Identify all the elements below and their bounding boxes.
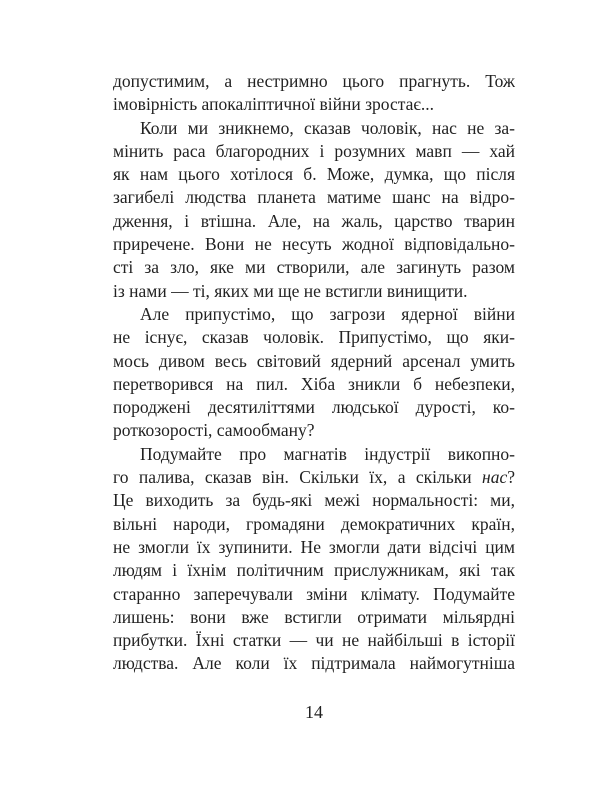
text-line: роткозорості, самообману?: [113, 420, 315, 441]
text-line: із нами — ті, яких ми ще не встигли винищити.: [113, 280, 468, 301]
text-line: мось дивом весь світовий ядерний арсенал умить: [113, 350, 515, 371]
text-line: допустимим, а нестримно цього прагнуть. Тож: [113, 71, 515, 91]
text-line: як нам цього хотілося б. Може, думка, що після: [113, 164, 515, 185]
text-line: не існує, сказав чоловік. Припустімо, що яки-: [113, 327, 515, 348]
text-line: лишень: вони вже встигли отримати мільярдні: [113, 606, 515, 627]
text-line: породжені десятиліттями людської дурості, ко-: [113, 397, 515, 418]
text-line: старанно заперечували зміни клімату. Подумайте: [113, 583, 515, 604]
paragraph: [113, 303, 515, 443]
text-line: приречене. Вони не несуть жодної відповідально-: [113, 234, 515, 255]
emphasized-word: нас: [482, 467, 508, 488]
text-line: Коли ми зникнемо, сказав чоловік, нас не за-: [140, 117, 515, 138]
text-line: людства. Але коли їх підтримала наймогутніша: [113, 653, 515, 674]
page-text: [113, 70, 515, 676]
text-line: загибелі людства планета матиме шанс на відро-: [113, 187, 515, 208]
paragraph: [113, 117, 515, 303]
text-line: прибутки. Їхні статки — чи не найбільші в історії: [113, 630, 515, 651]
text-line: Це виходить за будь-які межі нормальності: ми,: [113, 490, 515, 511]
page-number: 14: [305, 702, 323, 722]
text-line: вільні народи, громадяни демократичних країн,: [113, 513, 515, 534]
text-line: мінить раса благородних і розумних мавп — хай: [113, 140, 515, 161]
paragraph: [113, 443, 515, 676]
text-line: сті за зло, яке ми створили, але загинуть разом: [113, 257, 515, 278]
text-line: імовірність апокаліптичної війни зростає...: [113, 94, 434, 115]
text-line: людям і їхнім політичним прислужникам, які так: [113, 560, 515, 581]
text-line: перетворився на пил. Хіба зникли б небезпеки,: [113, 373, 515, 394]
text-line: дження, і втішна. Але, на жаль, царство тварин: [113, 210, 515, 231]
text-segment: ?: [507, 467, 515, 488]
text-line: Але припустімо, що загрози ядерної війни: [140, 303, 515, 324]
text-line: Подумайте про магнатів індустрії викопно-: [140, 443, 515, 464]
text-segment: го палива, сказав він. Скільки їх, а скільки: [113, 467, 483, 488]
text-line: [113, 466, 515, 489]
paragraph: [113, 70, 515, 117]
text-line: не змогли їх зупинити. Не змогли дати відсічі цим: [113, 536, 515, 557]
